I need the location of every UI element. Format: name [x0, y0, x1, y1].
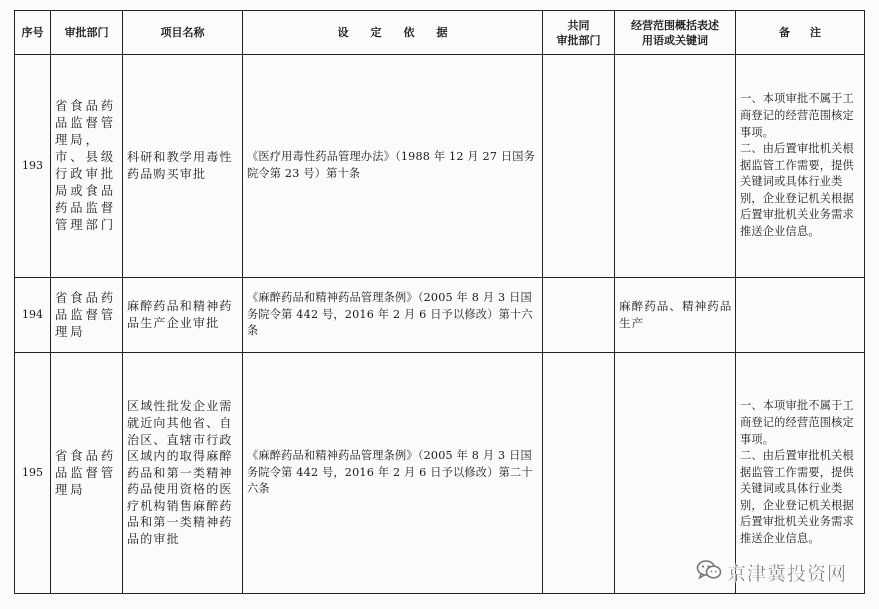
row-193-seq: 193: [22, 158, 43, 172]
row-194-seq: 194: [22, 307, 43, 321]
row-195-name-text: 区域性批发企业需就近向其他省、自治区、直辖市行政区域内的取得麻醉药品和第一类精神药品使用资格的医疗机构销售麻醉药品和第一类精神药品的审批: [127, 399, 233, 547]
row-195-dept: [55, 353, 121, 593]
col-border-7: [864, 10, 865, 594]
row-193-dept-text: 省食品药品监督管理局，市、县级行政审批局或食品药品监督管理部门: [55, 99, 117, 232]
table-bottom-border: [14, 593, 865, 594]
watermark-text: 京津冀投资网: [727, 562, 848, 585]
wechat-icon: [696, 559, 722, 585]
row-195-basis-text: 《麻醉药品和精神药品管理条例》（2005 年 8 月 3 日国务院令第 442 号，2016 年 2 月 6 日予以修改）第二十六条: [247, 449, 533, 496]
row-193-name-text: 科研和教学用毒性药品购买审批: [127, 150, 233, 181]
col-border-1: [50, 10, 51, 594]
row-194-joint-dept: [543, 278, 614, 352]
row-193-dept: [55, 55, 121, 277]
header-joint-dept: 共同 审批部门: [556, 18, 601, 47]
row-194-note: [740, 278, 862, 352]
row-195-project-name: [127, 353, 240, 593]
watermark: [696, 559, 866, 585]
header-note: 备注: [779, 26, 841, 39]
row-195-joint-dept: [543, 353, 614, 593]
header-basis: 设定依据: [337, 26, 470, 39]
row-195-seq: 195: [22, 465, 43, 479]
row-195-note-text: 一、本项审批不属于工商登记的经营范围核定事项。 二、由后置审批机关根据监管工作需要，提供关键词或具体行业类别，企业登记机关根据后置审批机关业务需求推送企业信息。: [740, 399, 854, 546]
row-194-project-name: [127, 278, 240, 352]
row-193-note: [740, 55, 862, 277]
row-193-basis-text: 《医疗用毒性药品管理办法》（1988 年 12 月 27 日国务院令第 23 号）第十条: [247, 150, 536, 180]
row-193-joint-dept: [543, 55, 614, 277]
row-193-basis: [247, 55, 539, 277]
header-scope: 经营范围概括表述 用语或关键词: [631, 18, 719, 47]
col-border-6: [735, 10, 736, 594]
row-194-name-text: 麻醉药品和精神药品生产企业审批: [127, 299, 233, 330]
row-195-scope: [619, 353, 733, 593]
row-195-dept-text: 省食品药品监督管理局: [55, 448, 117, 497]
row-194-basis: [247, 278, 539, 352]
row-193-scope: [619, 55, 733, 277]
header-seq: 序号: [21, 26, 44, 39]
row-194-dept: [55, 278, 121, 352]
row-193-project-name: [127, 55, 240, 277]
row-195-note: [740, 353, 862, 593]
col-border-2: [122, 10, 123, 594]
header-dept: 审批部门: [64, 26, 109, 39]
header-project-name: 项目名称: [160, 26, 205, 39]
row-193-note-text: 一、本项审批不属于工商登记的经营范围核定事项。 二、由后置审批机关根据监管工作需要，提供关键词或具体行业类别，企业登记机关根据后置审批机关业务需求推送企业信息。: [740, 92, 854, 239]
col-border-3: [242, 10, 243, 594]
row-194-scope: [619, 278, 733, 352]
row-195-basis: [247, 353, 539, 593]
row-194-dept-text: 省食品药品监督管理局: [55, 290, 117, 339]
row-194-scope-text: 麻醉药品、精神药品生产: [619, 299, 733, 330]
row-194-basis-text: 《麻醉药品和精神药品管理条例》（2005 年 8 月 3 日国务院令第 442 号，2016 年 2 月 6 日予以修改）第十六条: [247, 291, 533, 338]
col-border-5: [614, 10, 615, 594]
